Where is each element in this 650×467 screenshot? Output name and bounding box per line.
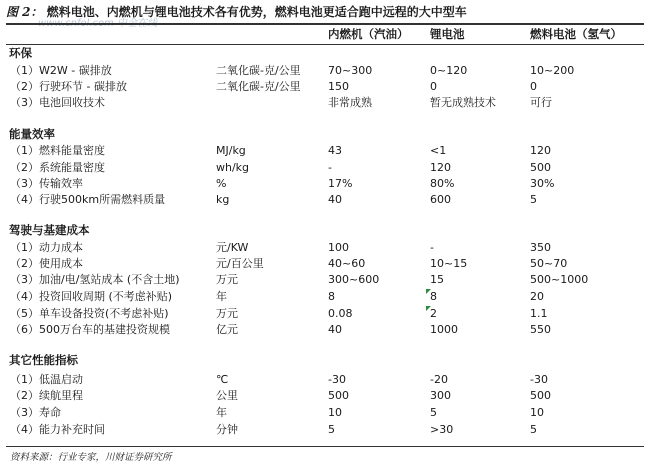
- cell-ice: 500: [328, 389, 349, 402]
- table-row: [0, 422, 650, 438]
- row-label: （1）W2W - 碳排放: [10, 64, 112, 77]
- cell-lithium: 2: [430, 307, 437, 320]
- row-unit: 万元: [216, 273, 238, 286]
- row-unit: 二氧化碳-克/公里: [216, 80, 301, 93]
- cell-lithium: 8: [430, 290, 437, 303]
- row-unit: kg: [216, 193, 230, 206]
- row-unit: 二氧化碳-克/公里: [216, 64, 301, 77]
- table-row: [0, 143, 650, 159]
- cell-lithium: <1: [430, 144, 447, 157]
- cell-lithium: 1000: [430, 323, 458, 336]
- cell-lithium: 10~15: [430, 257, 468, 270]
- cell-ice: 300~600: [328, 273, 380, 286]
- cell-fuelcell: 30%: [530, 177, 555, 190]
- cell-ice: 17%: [328, 177, 353, 190]
- cell-fuelcell: 550: [530, 323, 551, 336]
- cell-lithium: 120: [430, 161, 451, 174]
- table-row: [0, 192, 650, 208]
- row-label: （4）行驶500km所需燃料质量: [10, 193, 166, 206]
- cell-lithium: 15: [430, 273, 444, 286]
- row-label: （4）投资回收周期 (不考虑补贴): [10, 290, 173, 303]
- source-note: 资料来源：行业专家，川财证券研究所: [10, 452, 172, 463]
- table-row: [0, 79, 650, 95]
- cell-ice: 0.08: [328, 307, 353, 320]
- table-row: [0, 289, 650, 305]
- cell-ice: 70~300: [328, 64, 373, 77]
- row-label: （3）寿命: [10, 406, 61, 419]
- row-unit: 元/百公里: [216, 257, 264, 270]
- table-row: [0, 372, 650, 388]
- cell-lithium: >30: [430, 423, 454, 436]
- cell-lithium: 0: [430, 80, 437, 93]
- table-row: [0, 63, 650, 79]
- header-fuelcell: 燃料电池（氢气）: [530, 27, 622, 41]
- figure-label: 图 2：: [6, 5, 43, 19]
- figure-title-text: 燃料电池、内燃机与锂电池技术各有优势，燃料电池更适合跑中远程的大中型车: [46, 5, 467, 19]
- comment-marker-icon: [426, 306, 431, 311]
- cell-lithium: 暂无成熟技术: [430, 96, 496, 109]
- cell-lithium: 0~120: [430, 64, 468, 77]
- cell-lithium: -20: [430, 373, 448, 386]
- table-row: [0, 160, 650, 176]
- row-label: （2）行驶环节 - 碳排放: [10, 80, 127, 93]
- cell-fuelcell: 500: [530, 161, 551, 174]
- row-label: （3）传输效率: [10, 177, 83, 190]
- table-row: [0, 176, 650, 192]
- cell-ice: 100: [328, 241, 349, 254]
- section-title: 其它性能指标: [9, 353, 78, 367]
- table-row: [0, 272, 650, 288]
- row-label: （1）动力成本: [10, 241, 83, 254]
- section-title: 驾驶与基建成本: [9, 223, 90, 237]
- watermark: www.cnfol.com 中金在线: [38, 18, 158, 29]
- cell-fuelcell: 50~70: [530, 257, 568, 270]
- row-label: （4）能力补充时间: [10, 423, 105, 436]
- row-unit: MJ/kg: [216, 144, 246, 157]
- cell-fuelcell: 10~200: [530, 64, 575, 77]
- row-label: （3）加油/电/氢站成本 (不含土地): [10, 273, 180, 286]
- cell-fuelcell: -30: [530, 373, 548, 386]
- cell-ice: 5: [328, 423, 335, 436]
- table-row: [0, 405, 650, 421]
- table-top-rule: [6, 23, 644, 25]
- cell-ice: -: [328, 161, 332, 174]
- section-title: 能量效率: [9, 127, 55, 141]
- cell-fuelcell: 1.1: [530, 307, 548, 320]
- cell-lithium: 80%: [430, 177, 455, 190]
- row-label: （5）单车设备投资(不考虑补贴): [10, 307, 169, 320]
- table-row: [0, 256, 650, 272]
- cell-fuelcell: 可行: [530, 96, 552, 109]
- cell-fuelcell: 120: [530, 144, 551, 157]
- cell-ice: 40: [328, 323, 342, 336]
- row-unit: 万元: [216, 307, 238, 320]
- cell-ice: 10: [328, 406, 342, 419]
- cell-ice: 40: [328, 193, 342, 206]
- cell-ice: 43: [328, 144, 342, 157]
- table-row: [0, 322, 650, 338]
- table-bottom-rule: [6, 446, 644, 447]
- row-unit: 亿元: [216, 323, 238, 336]
- row-unit: 年: [216, 290, 227, 303]
- table-row: [0, 388, 650, 404]
- row-label: （1）低温启动: [10, 373, 83, 386]
- row-unit: 公里: [216, 389, 238, 402]
- cell-fuelcell: 0: [530, 80, 537, 93]
- section-title: 环保: [9, 46, 32, 60]
- cell-ice: -30: [328, 373, 346, 386]
- table-header-rule: [6, 44, 644, 45]
- row-unit: wh/kg: [216, 161, 250, 174]
- cell-fuelcell: 500~1000: [530, 273, 589, 286]
- row-unit: %: [216, 177, 227, 190]
- table-row: [0, 306, 650, 322]
- header-ice: 内燃机（汽油）: [328, 27, 409, 41]
- cell-lithium: -: [430, 241, 434, 254]
- cell-lithium: 600: [430, 193, 451, 206]
- header-lithium: 锂电池: [430, 27, 465, 41]
- cell-lithium: 300: [430, 389, 451, 402]
- row-label: （1）燃料能量密度: [10, 144, 105, 157]
- row-label: （2）系统能量密度: [10, 161, 105, 174]
- cell-lithium: 5: [430, 406, 437, 419]
- cell-ice: 40~60: [328, 257, 366, 270]
- cell-fuelcell: 500: [530, 389, 551, 402]
- row-unit: 元/KW: [216, 241, 249, 254]
- row-label: （2）使用成本: [10, 257, 83, 270]
- row-unit: 年: [216, 406, 227, 419]
- table-row: [0, 240, 650, 256]
- row-label: （3）电池回收技术: [10, 96, 105, 109]
- cell-fuelcell: 20: [530, 290, 544, 303]
- row-unit: 分钟: [216, 423, 238, 436]
- cell-fuelcell: 350: [530, 241, 551, 254]
- cell-ice: 150: [328, 80, 349, 93]
- cell-ice: 非常成熟: [328, 96, 372, 109]
- comment-marker-icon: [426, 289, 431, 294]
- table-row: [0, 95, 650, 111]
- row-label: （6）500万台车的基建投资规模: [10, 323, 170, 336]
- row-label: （2）续航里程: [10, 389, 83, 402]
- cell-fuelcell: 5: [530, 423, 537, 436]
- cell-fuelcell: 10: [530, 406, 544, 419]
- row-unit: ℃: [216, 373, 229, 386]
- cell-ice: 8: [328, 290, 335, 303]
- cell-fuelcell: 5: [530, 193, 537, 206]
